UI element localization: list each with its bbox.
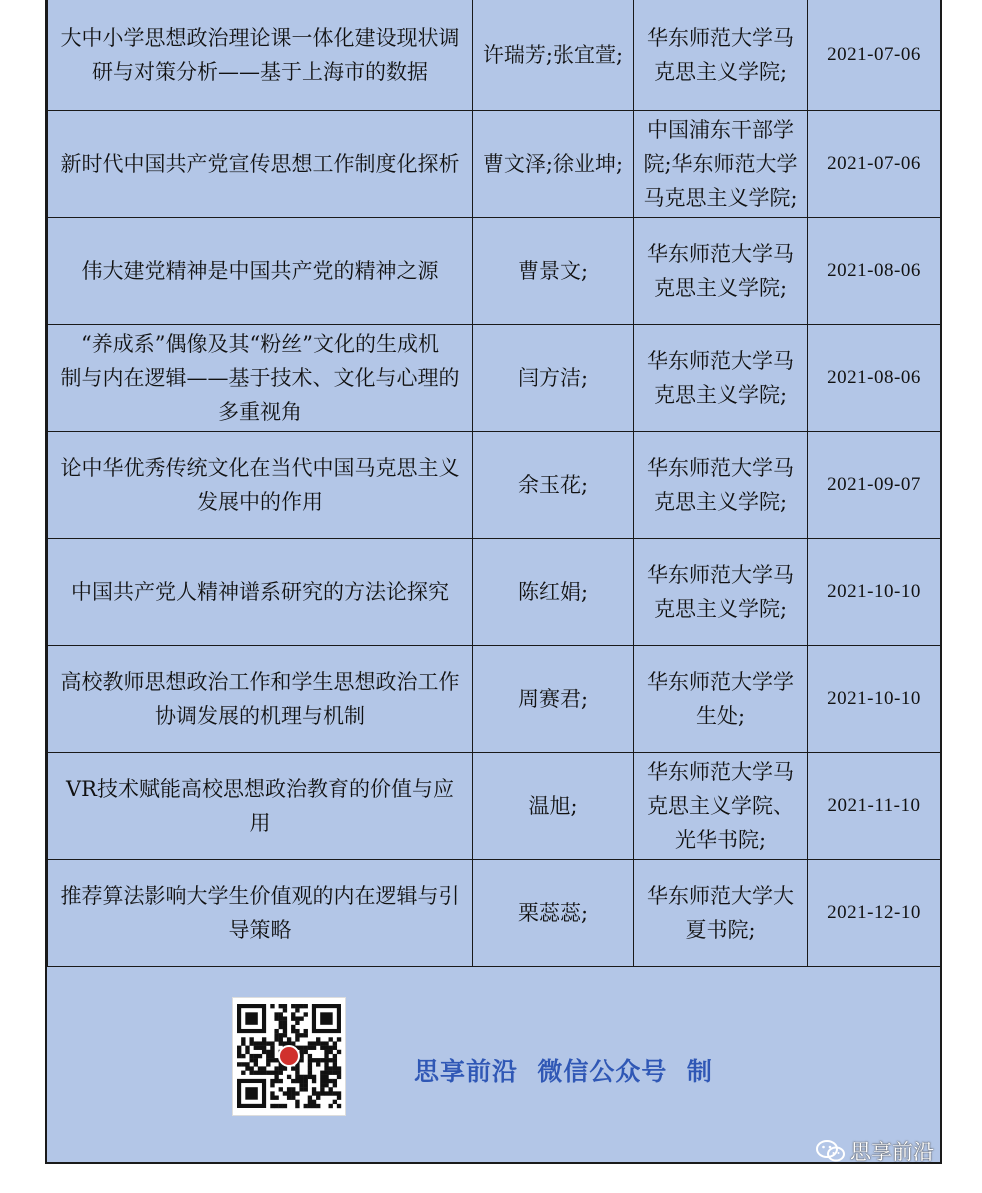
paper-title [48, 218, 473, 325]
paper-list-table [47, 0, 941, 967]
paper-org-line: 院;华东师范大学 [643, 152, 798, 176]
paper-date [808, 111, 941, 218]
paper-title-line: 高校教师思想政治工作和学生思想政治工作 [60, 670, 460, 694]
paper-author [473, 860, 634, 967]
paper-org-line: 生处; [695, 704, 746, 728]
paper-date [808, 325, 941, 432]
paper-author-line: 曹景文; [517, 259, 589, 283]
paper-org-line: 克思主义学院; [653, 383, 788, 407]
paper-date-line: 2021-08-06 [827, 367, 921, 388]
paper-date [808, 432, 941, 539]
paper-org-line: 华东师范大学马 [647, 563, 794, 587]
paper-title-line: 伟大建党精神是中国共产党的精神之源 [81, 259, 439, 283]
watermark [816, 1136, 934, 1166]
paper-title-line: 论中华优秀传统文化在当代中国马克思主义 [60, 456, 460, 480]
paper-author-line: 许瑞芳;张宜萱; [482, 43, 624, 67]
paper-author-line: 余玉花; [517, 473, 589, 497]
paper-date [808, 539, 941, 646]
paper-title [48, 325, 473, 432]
paper-author-line: 闫方洁; [517, 366, 589, 390]
paper-title-line: 用 [249, 811, 271, 835]
paper-org-line: 华东师范大学学 [647, 670, 794, 694]
paper-org-line: 中国浦东干部学 [647, 118, 794, 142]
paper-org [634, 432, 808, 539]
paper-date-line: 2021-12-10 [827, 902, 921, 923]
paper-date [808, 753, 941, 860]
paper-date [808, 860, 941, 967]
paper-org-line: 华东师范大学马 [647, 456, 794, 480]
footer [47, 974, 940, 1162]
paper-title-line: “养成系”偶像及其“粉丝”文化的生成机 [81, 332, 439, 356]
paper-title-line: VR技术赋能高校思想政治教育的价值与应 [66, 777, 454, 801]
table-row [48, 646, 941, 753]
paper-author [473, 218, 634, 325]
paper-title-line: 制与内在逻辑——基于技术、文化与心理的 [60, 366, 460, 390]
paper-title [48, 0, 473, 111]
paper-title [48, 111, 473, 218]
paper-author [473, 432, 634, 539]
paper-org [634, 753, 808, 860]
paper-title-line: 研与对策分析——基于上海市的数据 [92, 60, 428, 84]
paper-date-line: 2021-08-06 [827, 260, 921, 281]
paper-title [48, 860, 473, 967]
table-row [48, 111, 941, 218]
paper-org-line: 克思主义学院、 [647, 794, 794, 818]
paper-date [808, 646, 941, 753]
paper-author [473, 539, 634, 646]
table-row [48, 860, 941, 967]
paper-date-line: 2021-10-10 [827, 688, 921, 709]
qr-code-icon [232, 997, 346, 1116]
wechat-icon [816, 1139, 846, 1163]
paper-date [808, 0, 941, 111]
table-row [48, 218, 941, 325]
paper-date-line: 2021-10-10 [827, 581, 921, 602]
paper-org-line: 光华书院; [674, 828, 767, 852]
paper-org-line: 克思主义学院; [653, 276, 788, 300]
paper-author [473, 325, 634, 432]
paper-org [634, 539, 808, 646]
paper-title-line: 多重视角 [218, 400, 302, 424]
paper-author-line: 栗蕊蕊; [517, 901, 589, 925]
paper-author [473, 646, 634, 753]
paper-org [634, 0, 808, 111]
paper-title [48, 432, 473, 539]
paper-date-line: 2021-07-06 [827, 44, 921, 65]
paper-org-line: 克思主义学院; [653, 60, 788, 84]
paper-title-line: 发展中的作用 [197, 490, 323, 514]
paper-date-line: 2021-11-10 [827, 795, 921, 816]
paper-org [634, 646, 808, 753]
paper-author [473, 753, 634, 860]
paper-author-line: 曹文泽;徐业坤; [482, 152, 624, 176]
table-row [48, 432, 941, 539]
paper-author-line: 陈红娟; [517, 580, 589, 604]
paper-org-line: 夏书院; [685, 918, 756, 942]
paper-author [473, 111, 634, 218]
paper-title-line: 大中小学思想政治理论课一体化建设现状调 [60, 26, 460, 50]
paper-title [48, 539, 473, 646]
table-row [48, 539, 941, 646]
paper-date-line: 2021-09-07 [827, 474, 921, 495]
paper-org-line: 华东师范大学马 [647, 349, 794, 373]
paper-org [634, 111, 808, 218]
paper-org-line: 马克思主义学院; [643, 186, 798, 210]
paper-title-line: 推荐算法影响大学生价值观的内在逻辑与引 [60, 884, 460, 908]
paper-org [634, 325, 808, 432]
table-row [48, 325, 941, 432]
paper-author-line: 周赛君; [517, 687, 589, 711]
paper-org [634, 860, 808, 967]
table-row [48, 753, 941, 860]
paper-author [473, 0, 634, 111]
paper-title-line: 中国共产党人精神谱系研究的方法论探究 [71, 580, 449, 604]
paper-title-line: 新时代中国共产党宣传思想工作制度化探析 [60, 152, 460, 176]
paper-date [808, 218, 941, 325]
paper-title [48, 646, 473, 753]
table-row [48, 0, 941, 111]
paper-title-line: 导策略 [228, 918, 292, 942]
paper-org-line: 克思主义学院; [653, 490, 788, 514]
paper-org-line: 华东师范大学大 [647, 884, 794, 908]
paper-author-line: 温旭; [528, 794, 578, 818]
paper-title-line: 协调发展的机理与机制 [155, 704, 365, 728]
paper-title [48, 753, 473, 860]
paper-org-line: 华东师范大学马 [647, 26, 794, 50]
paper-date-line: 2021-07-06 [827, 153, 921, 174]
paper-org-line: 克思主义学院; [653, 597, 788, 621]
paper-org [634, 218, 808, 325]
paper-org-line: 华东师范大学马 [647, 242, 794, 266]
watermark-text: 思享前沿 [850, 1140, 934, 1164]
footer-credit: 思享前沿 微信公众号 制 [414, 1057, 713, 1086]
paper-org-line: 华东师范大学马 [647, 760, 794, 784]
